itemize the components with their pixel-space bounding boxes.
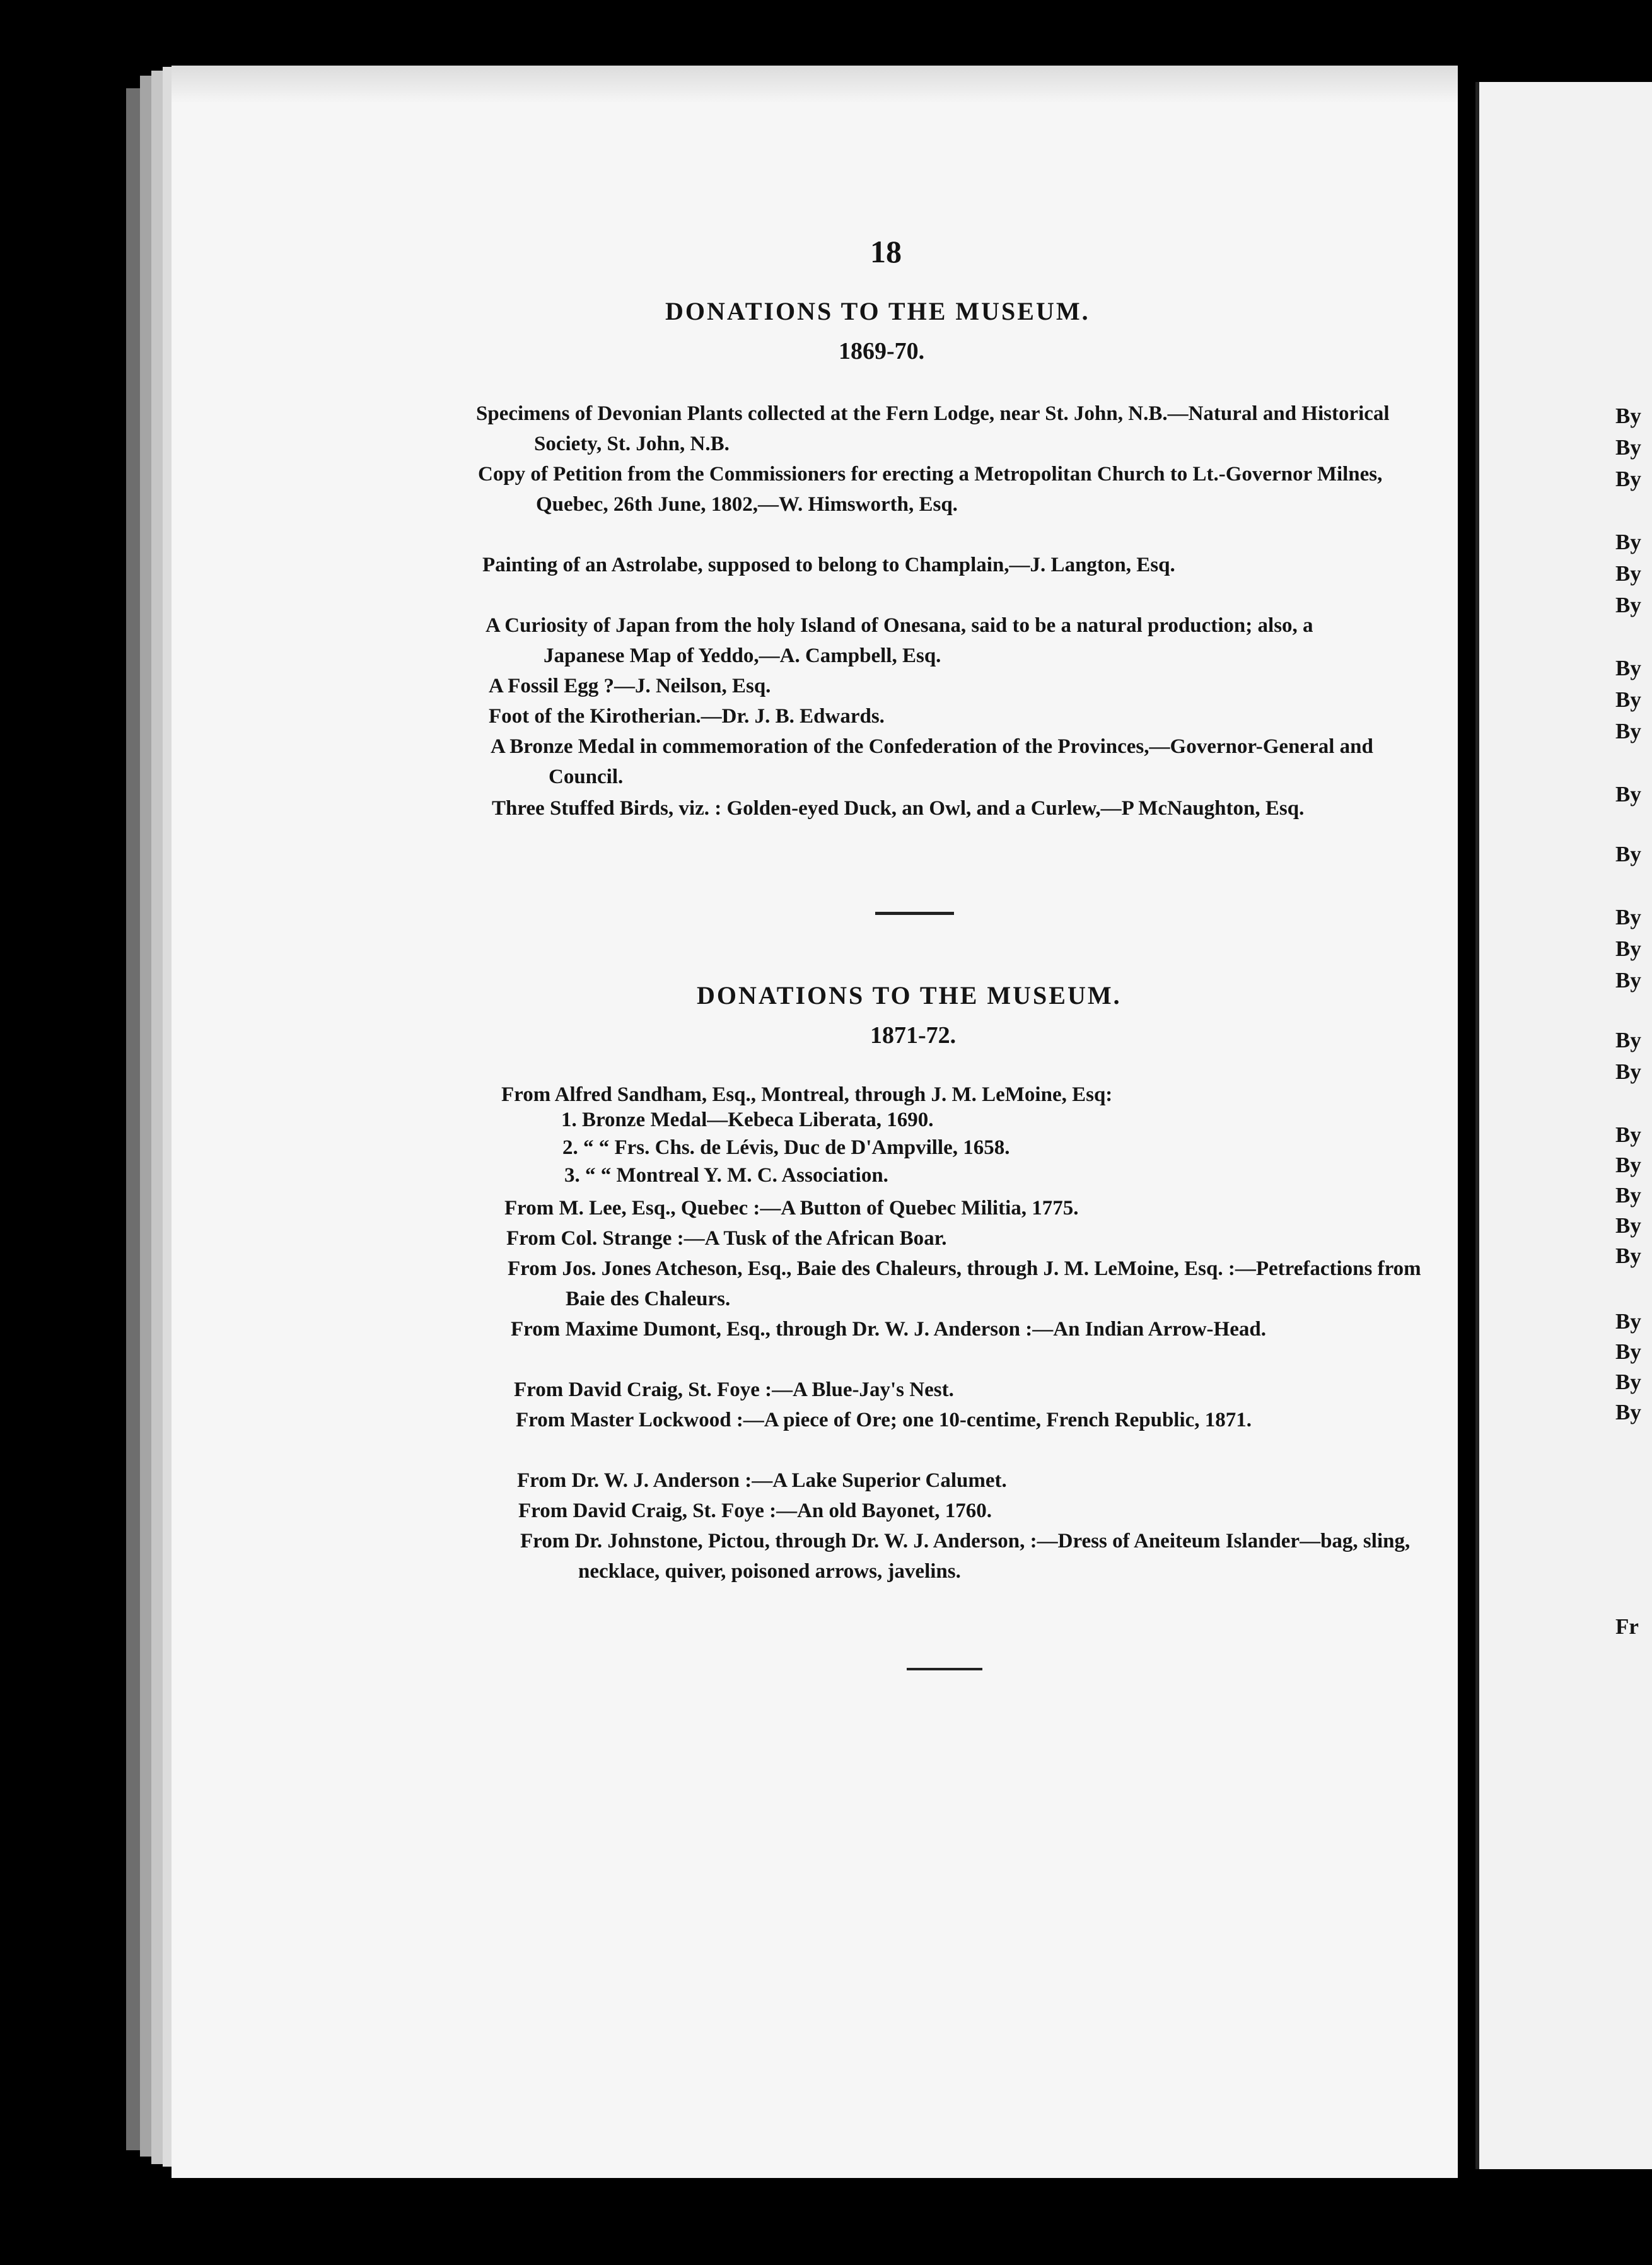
entry-lockwood-ore: From Master Lockwood :—A piece of Ore; one 10-centime, French Republic, 1871. xyxy=(516,1409,1252,1431)
entry-bronze-medal: A Bronze Medal in commemoration of the Confederation of the Provinces,—Governor-General and Council. xyxy=(491,735,1373,788)
list-item: 1. Bronze Medal—Kebeca Liberata, 1690. xyxy=(561,1109,934,1131)
facing-line: By xyxy=(1615,968,1641,993)
section-divider xyxy=(875,912,954,915)
facing-line: Fr xyxy=(1615,1614,1639,1639)
facing-line: By xyxy=(1615,842,1641,866)
entry-devonian-plants: Specimens of Devonian Plants collected at the Fern Lodge, near St. John, N.B.—Natural and Historical Society, St. John, N.B. xyxy=(476,402,1390,455)
entry-petition: Copy of Petition from the Commissioners for erecting a Metropolitan Church to Lt.-Governor Milnes, Quebec, 26th June, 1802,—W. Himsworth, Esq. xyxy=(478,463,1383,516)
facing-line: By xyxy=(1615,782,1641,806)
list-item: 2. “ “ Frs. Chs. de Lévis, Duc de D'Ampville, 1658. xyxy=(562,1136,1010,1159)
facing-line: By xyxy=(1615,1370,1641,1394)
entry-craig-bayonet: From David Craig, St. Foye :—An old Bayonet, 1760. xyxy=(518,1499,992,1522)
entry-johnstone-dress: From Dr. Johnstone, Pictou, through Dr. W. J. Anderson, :—Dress of Aneiteum Islander—bag, sling, necklace, quiver, poisoned arrows, javelins. xyxy=(520,1530,1411,1583)
section-divider xyxy=(907,1668,982,1670)
facing-line: By xyxy=(1615,936,1641,961)
facing-line: By xyxy=(1615,467,1641,491)
facing-line: By xyxy=(1615,719,1641,743)
facing-line: By xyxy=(1615,1213,1641,1238)
facing-line: By xyxy=(1615,1243,1641,1268)
facing-line: By xyxy=(1615,1339,1641,1364)
section-years-1871: 1871-72. xyxy=(870,1022,957,1049)
facing-line: By xyxy=(1615,1309,1641,1334)
facing-line: By xyxy=(1615,656,1641,680)
facing-line: By xyxy=(1615,1183,1641,1208)
entry-lee-button: From M. Lee, Esq., Quebec :—A Button of Quebec Militia, 1775. xyxy=(504,1197,1079,1220)
entry-strange-tusk: From Col. Strange :—A Tusk of the African Boar. xyxy=(506,1227,947,1250)
facing-line: By xyxy=(1615,1400,1641,1424)
facing-line: By xyxy=(1615,1122,1641,1147)
facing-line: By xyxy=(1615,593,1641,617)
entry-astrolabe: Painting of an Astrolabe, supposed to belong to Champlain,—J. Langton, Esq. xyxy=(482,554,1175,576)
facing-line: By xyxy=(1615,1028,1641,1052)
entry-fossil-egg: A Fossil Egg ?—J. Neilson, Esq. xyxy=(489,675,771,697)
section-heading-1871: DONATIONS TO THE MUSEUM. xyxy=(697,981,1122,1010)
entry-stuffed-birds: Three Stuffed Birds, viz. : Golden-eyed Duck, an Owl, and a Curlew,—P McNaughton, Esq. xyxy=(492,797,1305,820)
entry-anderson-calumet: From Dr. W. J. Anderson :—A Lake Superior Calumet. xyxy=(517,1469,1007,1492)
facing-line: By xyxy=(1615,530,1641,554)
entry-sandham-intro: From Alfred Sandham, Esq., Montreal, through J. M. LeMoine, Esq: xyxy=(501,1083,1113,1106)
facing-line: By xyxy=(1615,404,1641,428)
facing-line: By xyxy=(1615,687,1641,712)
entry-craig-nest: From David Craig, St. Foye :—A Blue-Jay's Nest. xyxy=(514,1378,954,1401)
page-number: 18 xyxy=(870,234,902,269)
section-heading-1869: DONATIONS TO THE MUSEUM. xyxy=(665,297,1090,325)
entry-kirotherian: Foot of the Kirotherian.—Dr. J. B. Edwards. xyxy=(489,705,885,728)
entry-atcheson-petrefactions: From Jos. Jones Atcheson, Esq., Baie des Chaleurs, through J. M. LeMoine, Esq. :—Petrefactions from Baie des Chaleurs. xyxy=(508,1257,1421,1310)
facing-line: By xyxy=(1615,905,1641,929)
list-item: 3. “ “ Montreal Y. M. C. Association. xyxy=(564,1164,888,1187)
facing-line: By xyxy=(1615,435,1641,460)
facing-line: By xyxy=(1615,1059,1641,1084)
entry-dumont-arrowhead: From Maxime Dumont, Esq., through Dr. W. J. Anderson :—An Indian Arrow-Head. xyxy=(511,1318,1266,1341)
facing-line: By xyxy=(1615,1153,1641,1177)
facing-line: By xyxy=(1615,561,1641,586)
section-years-1869: 1869-70. xyxy=(839,338,925,364)
entry-japan-curiosity: A Curiosity of Japan from the holy Island of Onesana, said to be a natural production; also, a Japanese Map of Yeddo,—A. Campbell, Esq. xyxy=(486,614,1313,667)
